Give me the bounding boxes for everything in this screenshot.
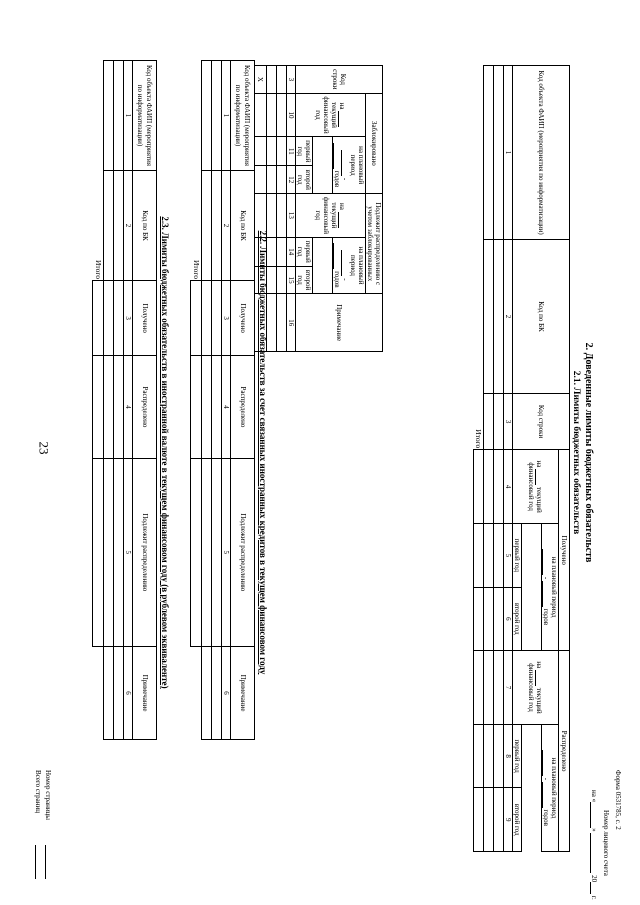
- pages-total-field: [35, 845, 36, 879]
- distributed-plan-period: на плановый период - годов: [541, 724, 558, 851]
- x-mark: X: [254, 66, 266, 94]
- received-first-year: первый год: [512, 524, 521, 588]
- received-plan-period: на плановый период - годов: [541, 524, 558, 651]
- data-row: [103, 61, 113, 740]
- itogo-row: Итого: [190, 61, 201, 740]
- distributed-current-year: на текущий финансовый год: [512, 651, 558, 725]
- column-numbers-row: 1 2 3 4 5 6: [123, 61, 132, 740]
- col-row-code-b: Код строки: [295, 66, 382, 94]
- col-kbk: Код по БК: [512, 240, 569, 394]
- col-note: Примечание: [295, 294, 382, 352]
- page-number-label: Номер страницы: [44, 770, 52, 821]
- column-numbers-row: 1 2 3 4 5 6: [221, 61, 230, 740]
- col-distributed: Распределено: [559, 651, 570, 852]
- section-2-2-title: 2.2. Лимиты бюджетных обязательств за счет связанных иностранных кредитов в текущем финансовом году: [258, 230, 268, 675]
- itogo-label: Итого: [474, 429, 484, 449]
- col-row-code: Код строки: [512, 393, 569, 449]
- col-to-distribute: Подлежит распределению с учетом заблокированных: [365, 194, 382, 294]
- col-blocked: Заблокировано: [365, 93, 382, 193]
- distributed-second-year: второй год: [512, 788, 521, 852]
- itogo-row: Итого: [92, 61, 103, 740]
- col-faip: Код объекта ФАИП (мероприятия по информатизации): [512, 66, 569, 240]
- section-2-1-title: 2.1. Лимиты бюджетных обязательств: [571, 370, 581, 535]
- foreign-currency-table: Код объекта ФАИП (мероприятия по информатизации) Код по БК Получено Распределено Подлежит распределению Примечание 1 2 3 4 5 6 Итого: [92, 60, 157, 740]
- distributed-first-year: первый год: [512, 724, 521, 788]
- data-row: [211, 61, 221, 740]
- column-numbers-row-b: 3 10 11 12 13 14 15 16: [286, 66, 295, 352]
- account-number-label: Номер лицевого счета: [602, 810, 610, 876]
- data-row: [113, 61, 123, 740]
- data-row: [201, 61, 211, 740]
- date-line: на «» 20 г.: [590, 790, 598, 900]
- column-numbers-row: 1 2 3 4 5 6 7 8 9: [503, 66, 512, 852]
- data-row: [493, 66, 503, 852]
- year-suffix: г.: [590, 895, 598, 900]
- page-number-field: [45, 845, 46, 879]
- pages-total-label: Всего страниц: [34, 770, 42, 814]
- data-row: [483, 66, 493, 852]
- form-code: Форма 0531785, с. 2: [614, 770, 622, 830]
- limits-table-a: [473, 65, 570, 852]
- col-received: Получено: [559, 450, 570, 651]
- section-2-3-title: 2.3. Лимиты бюджетных обязательств в иностранной валюте в текущем финансовом году (в рублевом эквиваленте): [160, 216, 170, 689]
- data-row: [276, 66, 286, 352]
- foreign-credit-table: Код объекта ФАИП (мероприятия по информатизации) Код по БК Получено Распределено Подлежит распределению Примечание 1 2 3 4 5 6 Итого: [190, 60, 255, 740]
- received-current-year: на текущий финансовый год: [512, 450, 558, 524]
- section-2-title: 2. Доведенные лимиты бюджетных обязательств: [583, 342, 594, 563]
- page-number: 23: [36, 441, 52, 455]
- limits-table-b: Код строки Заблокировано Подлежит распределению с учетом заблокированных Примечание на текущий финансовый год на плановый период - годов на текущий финансовый год на плановый период - годов первый год второй год первый год второй год 3 10 11 12 13 14 15 16 X: [254, 65, 383, 352]
- itogo-row: [473, 66, 483, 852]
- received-second-year: второй год: [512, 587, 521, 651]
- date-on-label: на: [590, 790, 598, 797]
